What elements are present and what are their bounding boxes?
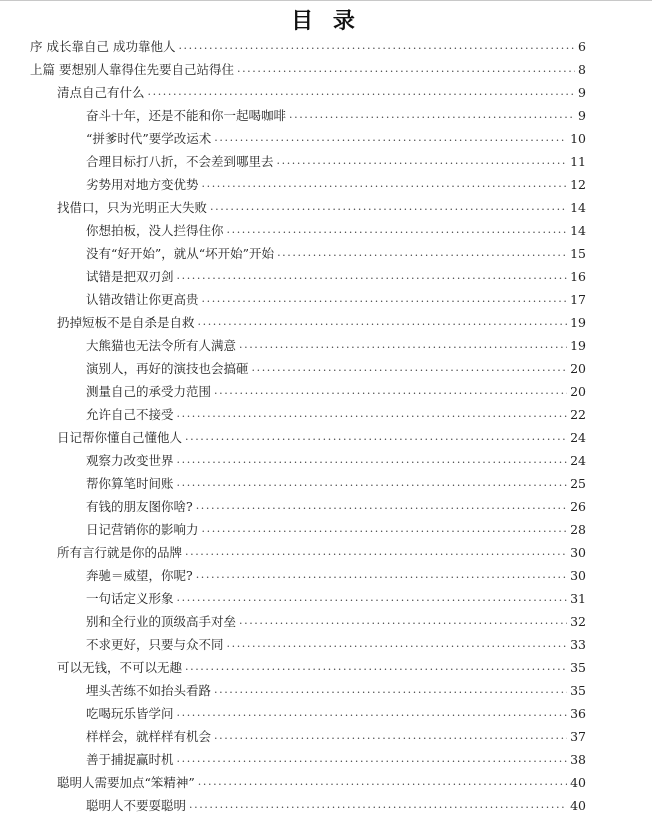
toc-entry[interactable] <box>57 542 586 564</box>
toc-entry[interactable] <box>86 289 586 311</box>
dot-leader <box>202 519 568 541</box>
toc-entry-page-number: 24 <box>570 453 586 468</box>
toc-entry-page-number: 40 <box>570 775 586 790</box>
dot-leader <box>227 634 568 656</box>
toc-entry-page-number: 35 <box>570 660 586 675</box>
toc-entry-page-number: 14 <box>570 200 586 215</box>
toc-entry-title: 你想拍板，没人拦得住你 <box>86 223 224 238</box>
toc-entry-title: 没有“好开始”，就从“坏开始”开始 <box>86 246 275 261</box>
dot-leader <box>185 427 567 449</box>
toc-entry[interactable] <box>86 174 586 196</box>
toc-entry-title: 测量自己的承受力范围 <box>86 384 212 399</box>
toc-entry[interactable] <box>30 59 586 81</box>
toc-entry[interactable] <box>57 427 586 449</box>
dot-leader <box>214 128 567 150</box>
dot-leader <box>177 703 568 725</box>
toc-entry-title: 不求更好，只要与众不同 <box>86 637 224 652</box>
toc-entry[interactable] <box>86 105 586 127</box>
toc-entry[interactable] <box>30 36 586 58</box>
dot-leader <box>214 381 567 403</box>
toc-entry-page-number: 8 <box>578 62 586 77</box>
toc-entry-page-number: 11 <box>570 154 586 169</box>
toc-entry-title: 观察力改变世界 <box>86 453 174 468</box>
dot-leader <box>198 312 568 334</box>
toc-entry[interactable] <box>86 611 586 633</box>
dot-leader <box>289 105 575 127</box>
toc-entry[interactable] <box>86 680 586 702</box>
dot-leader <box>210 197 567 219</box>
toc-entry[interactable] <box>86 335 586 357</box>
toc-entry-title: 大熊猫也无法令所有人满意 <box>86 338 237 353</box>
toc-entry[interactable] <box>57 312 586 334</box>
toc-entry[interactable] <box>86 496 586 518</box>
toc-entry-title: 埋头苦练不如抬头看路 <box>86 683 212 698</box>
toc-entry-title: 吃喝玩乐皆学问 <box>86 706 174 721</box>
toc-entry-title: 可以无钱，不可以无趣 <box>57 660 183 675</box>
toc-entry-page-number: 31 <box>570 591 586 606</box>
toc-entry-page-number: 9 <box>578 108 586 123</box>
dot-leader <box>196 496 567 518</box>
toc-entry-title: 序 成长靠自己 成功靠他人 <box>30 39 176 54</box>
toc-entry[interactable] <box>86 450 586 472</box>
dot-leader <box>277 151 568 173</box>
toc-entry-title: 样样会，就样样有机会 <box>86 729 212 744</box>
toc-entry-page-number: 26 <box>570 499 586 514</box>
toc-entry-title: 聪明人不要耍聪明 <box>86 798 187 813</box>
dot-leader <box>237 59 575 81</box>
toc-entry[interactable] <box>86 726 586 748</box>
toc-entry-page-number: 15 <box>570 246 586 261</box>
dot-leader <box>177 473 568 495</box>
toc-entry[interactable] <box>86 243 586 265</box>
dot-leader <box>177 749 568 771</box>
toc-entry-title: 日记帮你懂自己懂他人 <box>57 430 183 445</box>
dot-leader <box>202 174 568 196</box>
toc-entry-page-number: 14 <box>570 223 586 238</box>
toc-entry[interactable] <box>86 266 586 288</box>
toc-entry-title: 奋斗十年，还是不能和你一起喝咖啡 <box>86 108 287 123</box>
dot-leader <box>198 772 567 794</box>
toc-entry[interactable] <box>86 220 586 242</box>
toc-entry-page-number: 40 <box>570 798 586 813</box>
toc-entry-page-number: 24 <box>570 430 586 445</box>
toc-entry-page-number: 35 <box>570 683 586 698</box>
dot-leader <box>277 243 567 265</box>
toc-entry[interactable] <box>86 749 586 771</box>
toc-entry-page-number: 16 <box>570 269 586 284</box>
toc-entry[interactable] <box>57 772 586 794</box>
toc-entry-page-number: 22 <box>570 407 586 422</box>
dot-leader <box>214 680 567 702</box>
toc-entry-title: 善于捕捉赢时机 <box>86 752 174 767</box>
toc-entry-page-number: 6 <box>578 39 586 54</box>
toc-entry-page-number: 28 <box>570 522 586 537</box>
toc-entry[interactable] <box>57 657 586 679</box>
toc-entry-title: 帮你算笔时间账 <box>86 476 174 491</box>
toc-entry-title: 清点自己有什么 <box>57 85 145 100</box>
toc-entry-page-number: 20 <box>570 384 586 399</box>
toc-entry[interactable] <box>57 82 586 104</box>
dot-leader <box>196 565 567 587</box>
toc-entry-title: 扔掉短板不是自杀是自救 <box>57 315 195 330</box>
toc-entry-page-number: 38 <box>570 752 586 767</box>
toc-entry-page-number: 30 <box>570 545 586 560</box>
toc-entry-title: 聪明人需要加点“笨精神” <box>57 775 195 790</box>
toc-entry-title: 演别人，再好的演技也会搞砸 <box>86 361 249 376</box>
dot-leader <box>227 220 568 242</box>
toc-entry[interactable] <box>86 588 586 610</box>
toc-entry-title: 劣势用对地方变优势 <box>86 177 199 192</box>
toc-entry-title: 试错是把双刃剑 <box>86 269 174 284</box>
toc-entry-page-number: 19 <box>570 315 586 330</box>
dot-leader <box>189 795 567 817</box>
toc-entry-page-number: 36 <box>570 706 586 721</box>
toc-entry-page-number: 30 <box>570 568 586 583</box>
toc-entry-title: 日记营销你的影响力 <box>86 522 199 537</box>
toc-entry-title: 奔驰＝威望，你呢? <box>86 568 193 583</box>
toc-entry-title: 上篇 要想别人靠得住先要自己站得住 <box>30 62 234 77</box>
toc-entry-title: “拼爹时代”要学改运术 <box>86 131 212 146</box>
dot-leader <box>177 404 568 426</box>
toc-entry-title: 一句话定义形象 <box>86 591 174 606</box>
toc-entry[interactable] <box>86 795 586 817</box>
toc-entry-title: 合理目标打八折，不会差到哪里去 <box>86 154 274 169</box>
page-title: 目 录 <box>291 9 361 34</box>
toc-entry[interactable] <box>86 473 586 495</box>
top-border <box>0 0 652 1</box>
toc-entry-page-number: 33 <box>570 637 586 652</box>
toc-entry[interactable] <box>86 404 586 426</box>
dot-leader <box>239 611 567 633</box>
toc-entry[interactable] <box>86 381 586 403</box>
toc-entry[interactable] <box>86 634 586 656</box>
toc-entry-title: 所有言行就是你的品牌 <box>57 545 183 560</box>
toc-entry[interactable] <box>86 358 586 380</box>
dot-leader <box>252 358 568 380</box>
toc-entry-title: 允许自己不接受 <box>86 407 174 422</box>
toc-entry[interactable] <box>86 565 586 587</box>
toc-entry[interactable] <box>57 197 586 219</box>
toc-entry-page-number: 37 <box>570 729 586 744</box>
dot-leader <box>185 657 567 679</box>
toc-entry-title: 认错改错让你更高贵 <box>86 292 199 307</box>
dot-leader <box>177 450 568 472</box>
dot-leader <box>202 289 568 311</box>
toc-entry-page-number: 17 <box>570 292 586 307</box>
toc-entry[interactable] <box>86 519 586 541</box>
dot-leader <box>177 588 568 610</box>
dot-leader <box>178 36 575 58</box>
toc-entry-title: 找借口，只为光明正大失败 <box>57 200 208 215</box>
toc-entry[interactable] <box>86 128 586 150</box>
dot-leader <box>214 726 567 748</box>
toc-entry-page-number: 10 <box>570 131 586 146</box>
dot-leader <box>148 82 576 104</box>
toc-entry-page-number: 19 <box>570 338 586 353</box>
toc-entry-page-number: 25 <box>570 476 586 491</box>
toc-entry-page-number: 12 <box>570 177 586 192</box>
dot-leader <box>177 266 568 288</box>
toc-entry-title: 别和全行业的顶级高手对垒 <box>86 614 237 629</box>
toc-entry-page-number: 20 <box>570 361 586 376</box>
toc-entry[interactable] <box>86 703 586 725</box>
dot-leader <box>185 542 567 564</box>
toc-entry[interactable] <box>86 151 586 173</box>
dot-leader <box>239 335 567 357</box>
toc-entry-title: 有钱的朋友图你啥? <box>86 499 193 514</box>
toc-entry-page-number: 9 <box>578 85 586 100</box>
toc-entry-page-number: 32 <box>570 614 586 629</box>
